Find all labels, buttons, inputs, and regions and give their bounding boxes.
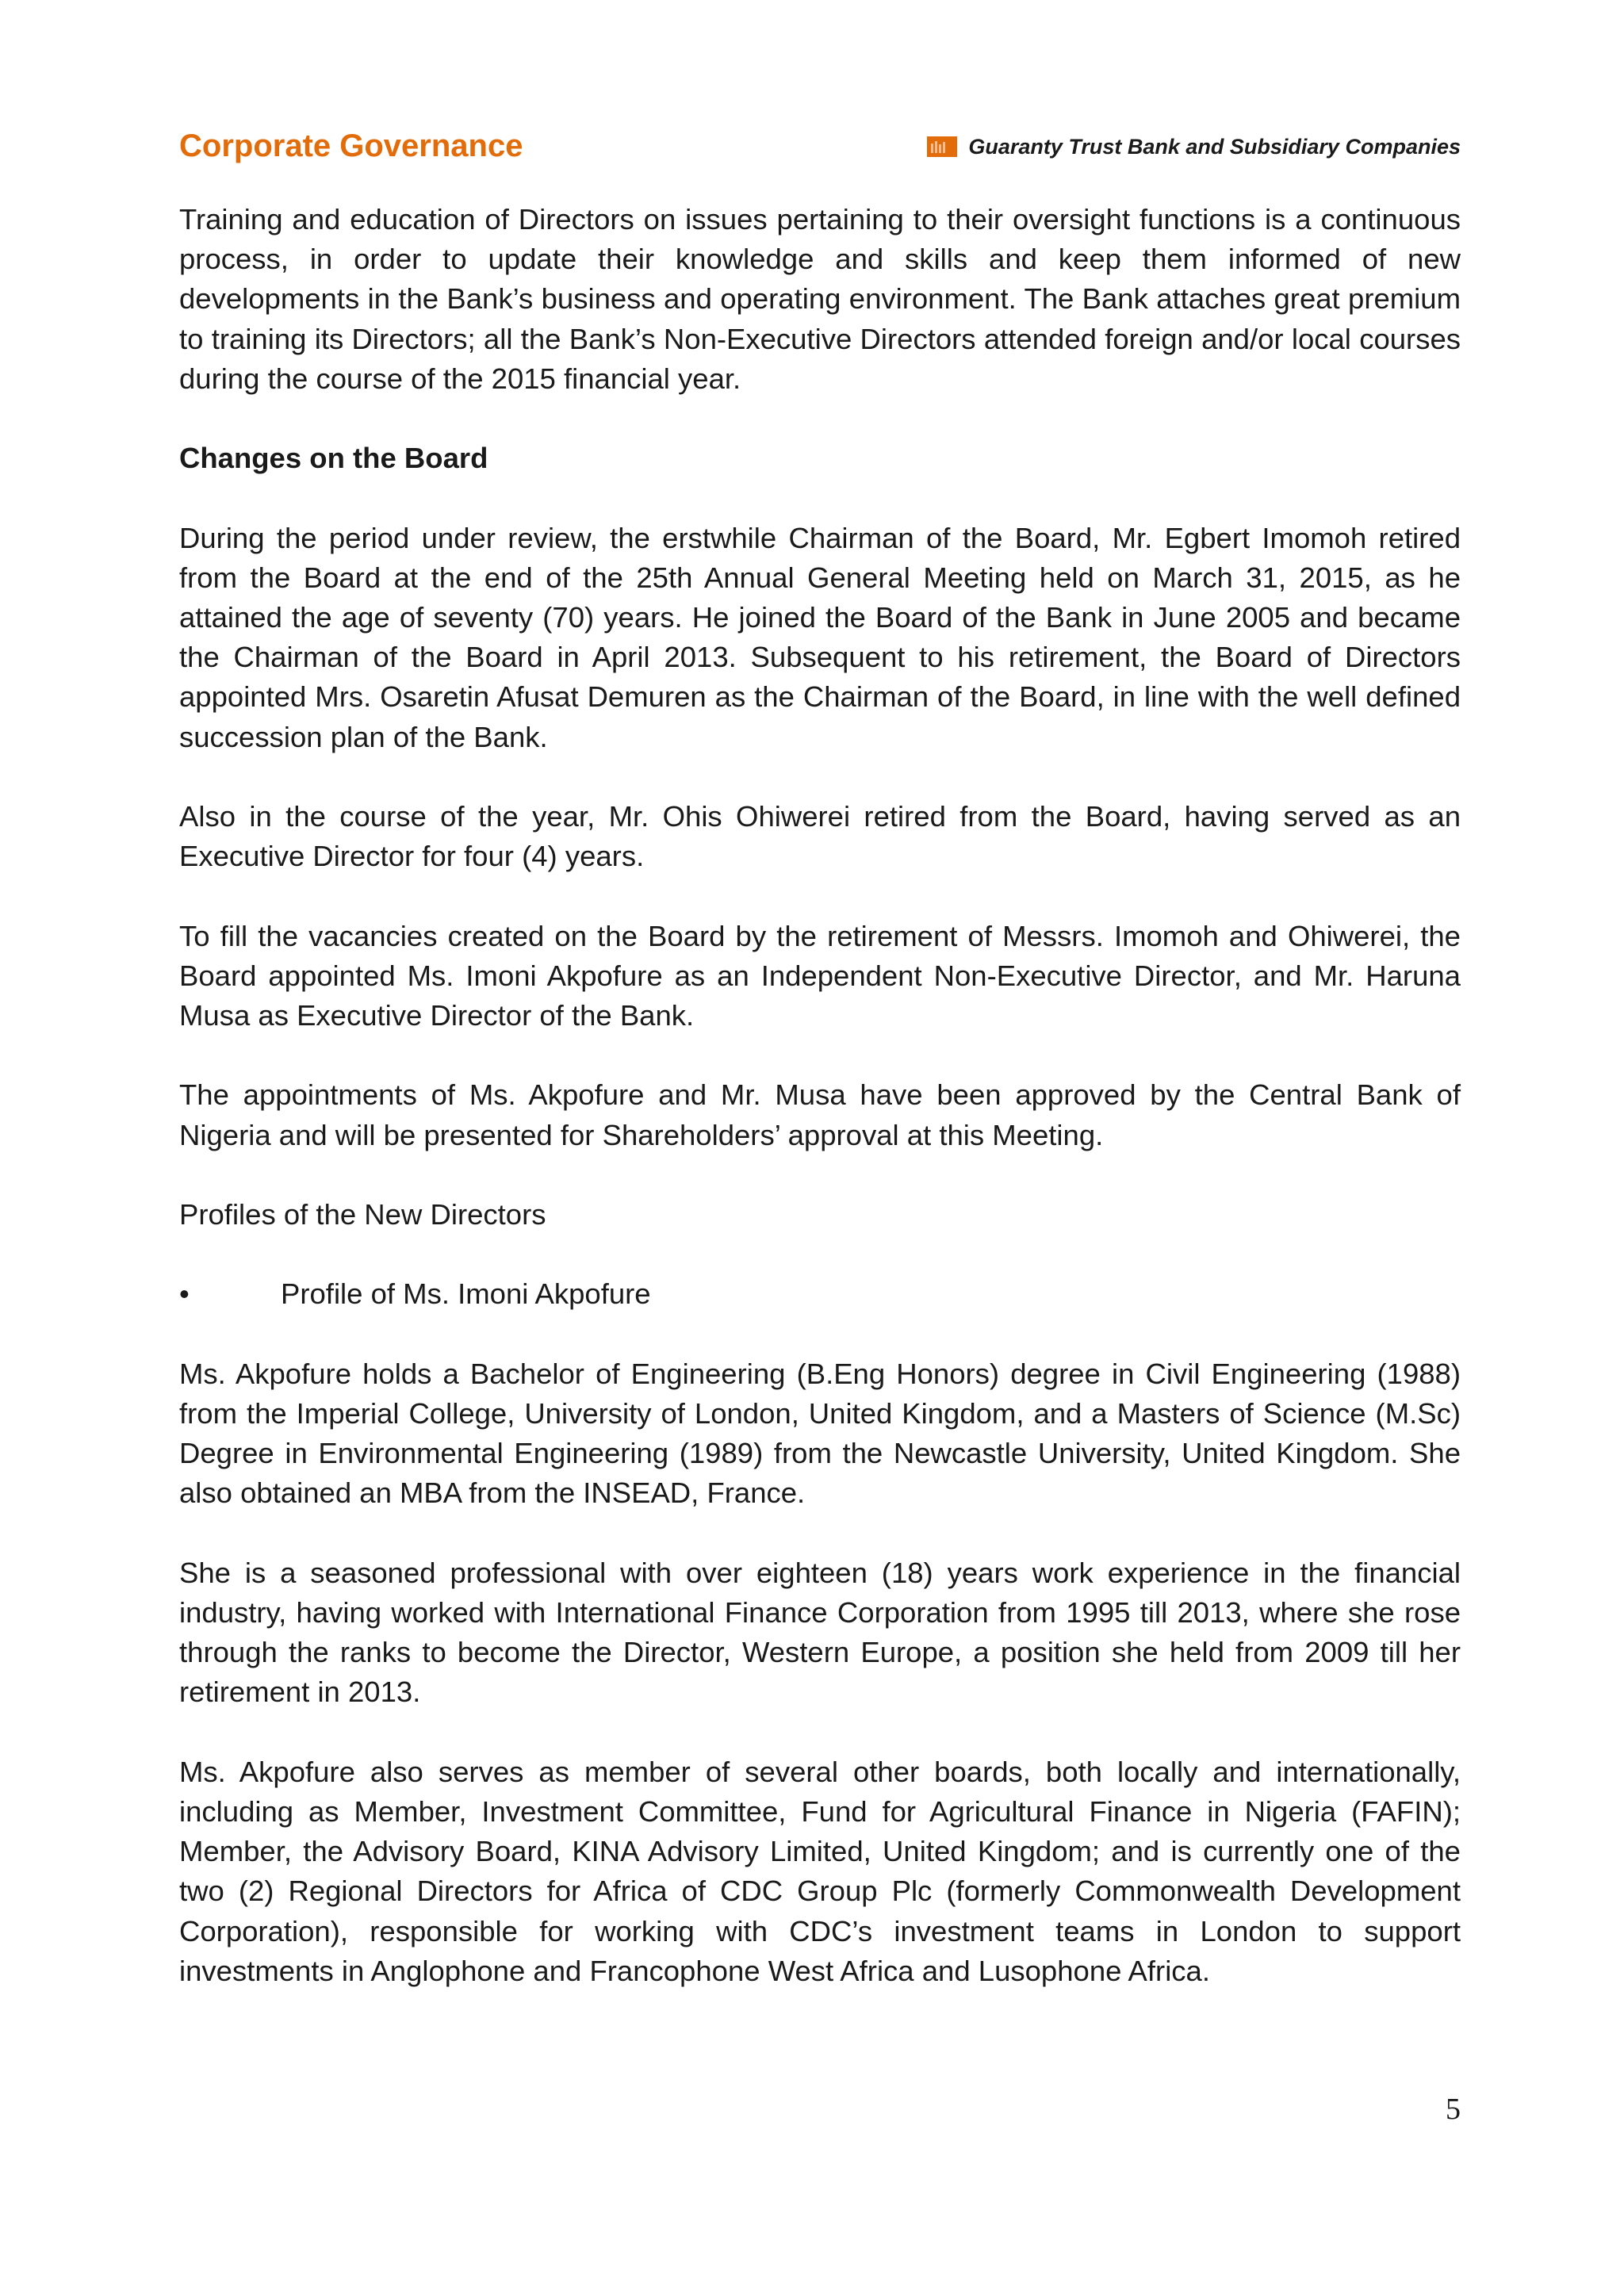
gtbank-logo-icon [927,136,957,157]
profile-list-item [179,1274,1461,1314]
company-name: Guaranty Trust Bank and Subsidiary Companies [968,135,1461,159]
paragraph-ohiwerei-retirement: Also in the course of the year, Mr. Ohis Ohiwerei retired from the Board, having served as an Executive Director for four (4) years. [179,800,1461,873]
bullet-icon: • [179,1277,190,1311]
paragraph-chairman-retirement: During the period under review, the erstwhile Chairman of the Board, Mr. Egbert Imomoh retired from the Board at the end of the 25th Annual General Meeting held on March 31, 2015, as he attained the age of seventy (70) years. He joined the Board of the Bank in June 2005 and became the Chairman of the Board in April 2013. Subsequent to his retirement, the Board of Directors appointed Mrs. Osaretin Afusat Demuren as the Chairman of the Board, in line with the well defined succession plan of the Bank. [179,521,1461,753]
paragraph-experience: She is a seasoned professional with over eighteen (18) years work experience in the financial industry, having worked with International Finance Corporation from 1995 till 2013, where she rose through the ranks to become the Director, Western Europe, a position she held from 2009 till her retirement in 2013. [179,1556,1461,1709]
paragraph-education: Ms. Akpofure holds a Bachelor of Engineering (B.Eng Honors) degree in Civil Engineering (1988) from the Imperial College, University of London, United Kingdom, and a Masters of Science (M.Sc) Degree in Environmental Engineering (1989) from the Newcastle University, United Kingdom. She also obtained an MBA from the INSEAD, France. [179,1357,1461,1510]
profile-item-label: Profile of Ms. Imoni Akpofure [281,1277,651,1311]
paragraph-other-boards: Ms. Akpofure also serves as member of several other boards, both locally and internationally, including as Member, Investment Committee, Fund for Agricultural Finance in Nigeria (FAFIN); Member, the Advisory Board, KINA Advisory Limited, United Kingdom; and is currently one of the two (2) Regional Directors for Africa of CDC Group Plc (formerly Commonwealth Development Corporation), responsible for working with CDC’s investment teams in London to support investments in Anglophone and Francophone West Africa and Lusophone Africa. [179,1755,1461,1987]
paragraph-training: Training and education of Directors on issues pertaining to their oversight functions is a continuous process, in order to update their knowledge and skills and keep them informed of new developments in the Bank’s business and operating environment. The Bank attaches great premium to training its Directors; all the Bank’s Non-Executive Directors attended foreign and/or local courses during the course of the 2015 financial year. [179,203,1461,395]
section-title: Corporate Governance [179,128,523,163]
profiles-label: Profiles of the New Directors [179,1197,546,1231]
page-number: 5 [1446,2093,1461,2126]
paragraph-approval: The appointments of Ms. Akpofure and Mr. Musa have been approved by the Central Bank of Nigeria and will be presented for Shareholders’ approval at this Meeting. [179,1078,1461,1151]
company-branding [927,135,1461,159]
page-body [179,200,1461,2031]
page-header [179,124,1461,171]
paragraph-vacancies: To fill the vacancies created on the Board by the retirement of Messrs. Imomoh and Ohiwerei, the Board appointed Ms. Imoni Akpofure as an Independent Non-Executive Director, and Mr. Haruna Musa as Executive Director of the Bank. [179,919,1461,1032]
heading-changes-on-board: Changes on the Board [179,442,488,475]
